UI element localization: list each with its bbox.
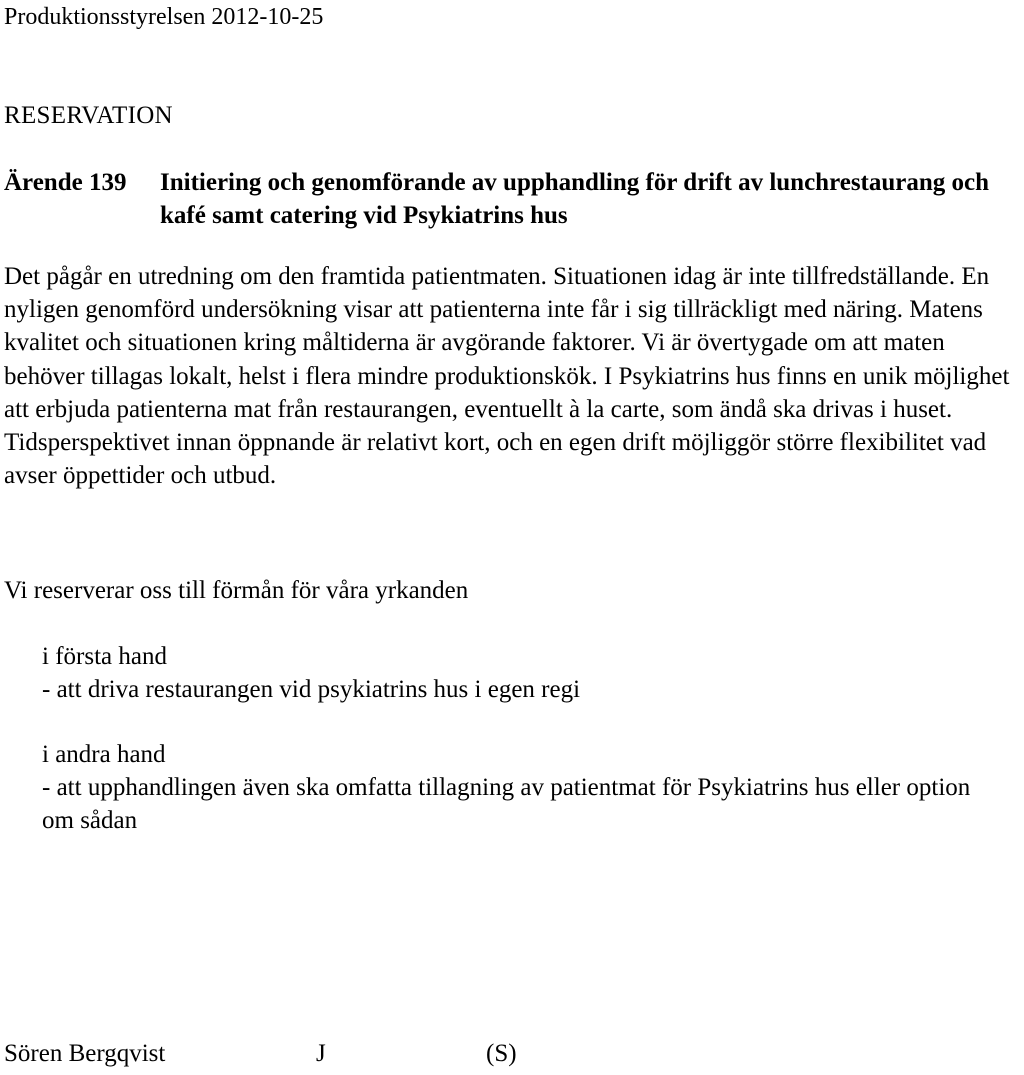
- reservation-intro: Vi reserverar oss till förmån för våra yrkanden: [4, 577, 469, 604]
- document-header: Produktionsstyrelsen 2012-10-25: [4, 4, 324, 30]
- demand-rank: i andra hand: [42, 741, 166, 768]
- demand-text: - att driva restaurangen vid psykiatrins hus i egen regi: [42, 676, 581, 703]
- primary-demand: [42, 640, 1002, 706]
- demand-text: - att upphandlingen även ska omfatta tillagning av patientmat för Psykiatrins hus eller option om sådan: [42, 774, 971, 834]
- signatory-name: Sören Bergqvist: [4, 1040, 166, 1067]
- secondary-demand: [42, 738, 1002, 837]
- errand-number: Ärende 139: [4, 169, 127, 196]
- body-paragraph: Det pågår en utredning om den framtida patientmaten. Situationen idag är inte tillfredställande. En nyligen genomförd undersökning visar att patienterna inte får i sig tillräckligt med näring. Matens kvalitet och situationen kring måltiderna är avgörande faktorer. Vi är övertygade om att maten behöver tillagas lokalt, helst i flera mindre produktionskök. I Psykiatrins hus finns en unik möjlighet att erbjuda patienterna mat från restaurangen, eventuellt à la carte, som ändå ska drivas i huset. Tidsperspektivet innan öppnande är relativt kort, och en egen drift möjliggör större flexibilitet vad avser öppettider och utbud.: [4, 263, 1010, 490]
- demand-rank: i första hand: [42, 643, 167, 670]
- signatory-initial: J: [316, 1040, 326, 1067]
- signatory-party: (S): [486, 1040, 517, 1067]
- errand-subject: Initiering och genomförande av upphandling för drift av lunchrestaurang och kafé samt catering vid Psykiatrins hus: [160, 169, 990, 229]
- document-title: RESERVATION: [4, 102, 173, 129]
